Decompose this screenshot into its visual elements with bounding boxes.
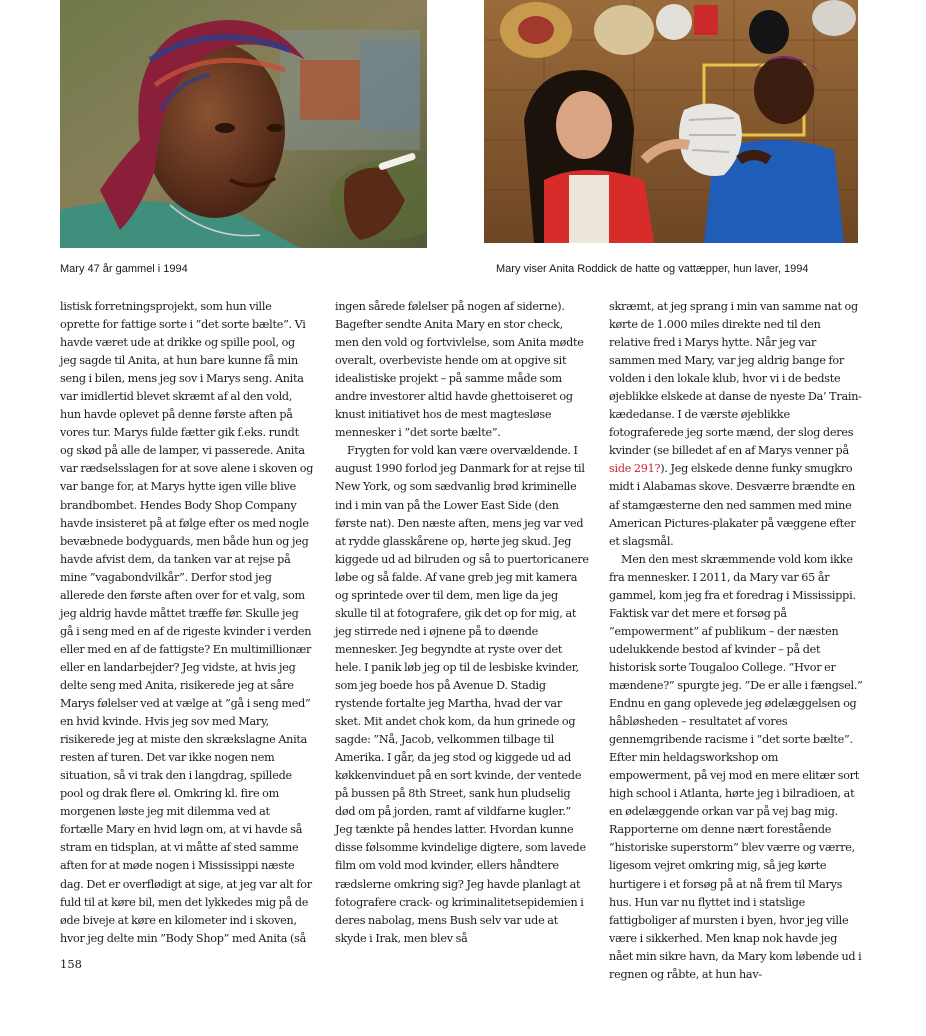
caption-mary-and-anita: Mary viser Anita Roddick de hatte og vattæpper, hun laver, 1994 bbox=[496, 263, 809, 275]
text-column-2 bbox=[335, 298, 589, 948]
photo-mary-and-anita bbox=[484, 0, 858, 243]
paragraph-text: skræmt, at jeg sprang i min van samme nat og kørte de 1.000 miles direkte ned til den relative fred i Marys hytte. Når jeg var sammen med Mary, var jeg aldrig bange for volden i den lokale klub, hvor vi i de bedste øjeblikke elskede at danse de nyeste Da’ Train-kædedanse. I de værste øjeblikke fotograferede jeg sorte mænd, der slog deres kvinder (se billedet af en af Marys venner på bbox=[609, 300, 862, 458]
paragraph bbox=[609, 298, 863, 551]
paragraph: listisk forretningsprojekt, som hun ville oprette for fattige sorte i ”det sorte bælte”. Vi havde været ude at drikke og spille pool, og jeg sagde til Anita, at hun bare kunne få min seng i bilen, mens jeg sov i Marys seng. Anita var imidlertid blevet skræmt af al den vold, hun havde oplevet på denne første aften på vores tur. Marys fulde fætter gik f.eks. rundt og skød på alle de lamper, vi passerede. Anita var rædselsslagen for at sove alene i skoven og var bange for, at Marys hytte igen ville blive brandbombet. Hendes Body Shop Company havde insisteret på at følge efter os med nogle bevæbnede bodyguards, men både hun og jeg havde afvist dem, da tanken var at rejse på mine ”vagabondvilkår”. Derfor stod jeg allerede den første aften over for et valg, som jeg aldrig havde måttet træffe før. Skulle jeg gå i seng med en af de rigeste kvinder i verden eller med en af de fattigste? En multimillionær eller en landarbejder? Jeg vidste, at hvis jeg delte seng med Anita, risikerede jeg at såre Marys følelser ved at vælge at ”gå i seng med” en hvid kvinde. Hvis jeg sov med Mary, risikerede jeg at miste den skrækslagne Anita resten af turen. Det var ikke nogen nem situation, så vi trak den i langdrag, spillede pool og drak flere øl. Omkring kl. fire om morgenen løste jeg mit dilemma ved at fortælle Mary en hvid løgn om, at vi havde så stram en tidsplan, at vi måtte af sted samme aften for at møde nogen i Mississippi næste dag. Det er overflødigt at sige, at jeg var alt for fuld til at køre bil, men det lykkedes mig på de øde biveje at køre en kilometer ind i skoven, hvor jeg delte min ”Body Shop” med Anita (så bbox=[60, 300, 314, 945]
hat-shop-photo-icon bbox=[484, 0, 858, 243]
paragraph: Frygten for vold kan være overvældende. I august 1990 forlod jeg Danmark for at rejse til New York, og som sædvanlig brød kriminelle ind i min van på the Lower East Side (den første nat). Den næste aften, mens jeg var ved at rydde glasskårene op, hørte jeg skud. Jeg kiggede ud ad bilruden og så to puertoricanere løbe og så falde. Af vane greb jeg mit kamera og sprintede over til dem, men lige da jeg skulle til at fotografere, gik det op for mig, at jeg stirrede ned i øjnene på to døende mennesker. Jeg begyndte at ryste over det hele. I panik løb jeg op til de lesbiske kvinder, som jeg boede hos på Avenue D. Stadig rystende fortalte jeg Martha, hvad der var sket. Mit andet chok kom, da hun grinede og sagde: ”Nå, Jacob, velkommen tilbage til Amerika. I går, da jeg stod og kiggede ud ad køkkenvinduet på en sort kvinde, der ventede på bussen på 8th Street, sank hun pludselig død om på jorden, ramt af vildfarne kugler.” Jeg tænkte på hendes latter. Hvordan kunne disse følsomme kvindelige digtere, som lavede film om vold mod kvinder, ellers håndtere rædslerne omkring sig? Jeg havde planlagt at fotografere crack- og kriminalitetsepidemien i deres nabolag, mens Bush selv var ude at skyde i Irak, men blev så bbox=[335, 444, 589, 945]
text-column-3 bbox=[609, 298, 863, 984]
paragraph-text: ). Jeg elskede denne funky smugkro midt i Alabamas skove. Desværre brændte en af stamgæsterne den ned sammen med mine American Pictures-plakater på væggene efter et slagsmål. bbox=[609, 462, 856, 548]
photo-mary-portrait bbox=[60, 0, 427, 248]
page-reference-link[interactable]: side 291? bbox=[609, 462, 661, 476]
portrait-photo-icon bbox=[60, 0, 427, 248]
caption-mary-portrait: Mary 47 år gammel i 1994 bbox=[60, 263, 188, 275]
paragraph: ingen sårede følelser på nogen af siderne). Bagefter sendte Anita Mary en stor check, men den vold og fortvivlelse, som Anita mødte overalt, overbeviste hende om at opgive sit idealistiske projekt – på samme måde som andre investorer altid havde ghettoiseret og knust initiativet hos de mest magtesløse mennesker i ”det sorte bælte”. bbox=[335, 300, 584, 440]
text-column-1 bbox=[60, 298, 314, 948]
paragraph: Men den mest skræmmende vold kom ikke fra mennesker. I 2011, da Mary var 65 år gammel, kom jeg fra et foredrag i Mississippi. Faktisk var det mere et forsøg på ”empowerment” af publikum – der næsten udelukkende bestod af kvinder – på det historisk sorte Tougaloo College. ”Hvor er mændene?” spurgte jeg. ”De er alle i fængsel.” Endnu en gang oplevede jeg ødelæggelsen og håbløsheden – resultatet af vores gennemgribende racisme i ”det sorte bælte”. Efter min heldagsworkshop om empowerment, på vej mod en mere elitær sort high school i Atlanta, hørte jeg i bilradioen, at en ødelæggende orkan var på vej bag mig. Rapporterne om denne nært forestående ”historiske superstorm” blev værre og værre, ligesom vejret omkring mig, så jeg kørte hurtigere i et forsøg på at nå frem til Marys hus. Hun var nu flyttet ind i statslige fattigboliger af mursten i byen, hvor jeg ville være i sikkerhed. Men knap nok havde jeg nået min sikre havn, da Mary kom løbende ud i regnen og råbte, at hun hav- bbox=[609, 552, 863, 981]
page-number: 158 bbox=[60, 957, 82, 971]
